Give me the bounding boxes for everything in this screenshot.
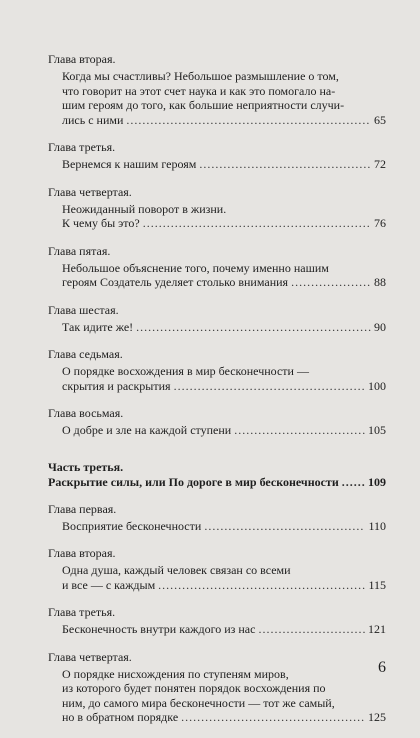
chapter-heading: Глава третья. [48, 605, 116, 619]
chapter-description [48, 622, 386, 637]
toc-entry [48, 140, 386, 172]
chapter-heading: Глава седьмая. [48, 347, 123, 361]
description-line: и все — с каждым [62, 577, 156, 592]
part-subtitle-line [48, 475, 386, 490]
chapter-heading: Глава четвертая. [48, 184, 132, 199]
toc-entry [48, 244, 386, 290]
toc-entry [48, 605, 386, 637]
description-line: Вернемся к нашим героям [62, 157, 197, 171]
chapter-description [48, 563, 386, 592]
description-line: лись с ними [62, 112, 124, 127]
dot-leader [143, 216, 371, 231]
description-line: из которого будет понятен порядок восхождения по [62, 681, 326, 695]
description-last-line [62, 622, 386, 637]
chapter-heading: Глава вторая. [48, 52, 116, 66]
description-line: скрытия и раскрытия [62, 378, 171, 393]
page-reference: 125 [368, 710, 386, 724]
description-line: Когда мы счастливы? Небольшое размышление о том, [62, 69, 339, 83]
dot-leader [199, 157, 371, 172]
dot-leader [234, 423, 365, 438]
dot-leader [174, 379, 365, 394]
description-line: О добре и зле на каждой ступени [62, 423, 232, 437]
chapter-description [48, 261, 386, 290]
page-reference: 72 [374, 157, 386, 171]
toc-entry [48, 52, 386, 127]
page-reference: 110 [368, 518, 386, 533]
toc-entry [48, 406, 386, 438]
description-last-line [62, 113, 386, 128]
description-last-line [62, 320, 386, 335]
chapter-heading: Глава вторая. [48, 546, 116, 560]
chapter-description [48, 320, 386, 335]
chapter-heading: Глава первая. [48, 501, 117, 516]
page-reference: 90 [374, 319, 386, 334]
description-line: О порядке нисхождения по ступеням миров, [62, 666, 289, 681]
dot-leader [158, 578, 365, 593]
part-subtitle: Раскрытие силы, или По дороге в мир бесконечности [48, 474, 339, 489]
chapter-description [48, 667, 386, 725]
description-line: К чему бы это? [62, 216, 140, 230]
page-reference: 88 [374, 275, 386, 289]
chapter-description [48, 69, 386, 127]
chapter-heading: Глава четвертая. [48, 649, 132, 664]
description-line: Так идите же! [62, 319, 134, 334]
page-reference: 105 [368, 423, 386, 437]
dot-leader [291, 275, 371, 290]
toc-entry [48, 502, 386, 534]
toc-entry [48, 546, 386, 592]
part-heading [48, 460, 386, 490]
description-last-line [62, 275, 386, 290]
description-last-line [62, 379, 386, 394]
description-line: героям Создатель уделяет столько внимания [62, 275, 289, 289]
dot-leader [181, 710, 365, 725]
description-line: О порядке восхождения в мир бесконечности — [62, 364, 309, 378]
description-line: Бесконечность внутри каждого из нас [62, 622, 256, 636]
toc-entry [48, 650, 386, 725]
description-last-line [62, 519, 386, 534]
chapter-heading: Глава шестая. [48, 302, 119, 317]
description-line: что говорит на этот счет наука и как это помогало на- [62, 83, 336, 98]
page-reference: 76 [374, 216, 386, 230]
description-line: шим героям до того, как большие неприятности случи- [62, 98, 345, 112]
description-last-line [62, 423, 386, 438]
chapter-heading: Глава восьмая. [48, 406, 124, 420]
description-line: Одна душа, каждый человек связан со всеми [62, 563, 291, 577]
toc-entry [48, 303, 386, 335]
chapter-description [48, 519, 386, 534]
chapter-description [48, 423, 386, 438]
dot-leader [342, 475, 365, 490]
toc-entry [48, 185, 386, 231]
chapter-description [48, 157, 386, 172]
description-line: Неожиданный поворот в жизни. [62, 201, 227, 216]
description-line: Восприятие бесконечности [62, 518, 202, 533]
page-reference: 65 [374, 112, 386, 127]
chapter-heading: Глава пятая. [48, 243, 111, 258]
page-reference: 115 [368, 577, 386, 592]
chapter-heading: Глава третья. [48, 140, 116, 154]
page-reference: 109 [368, 474, 386, 489]
toc-entry [48, 347, 386, 393]
description-last-line [62, 216, 386, 231]
chapter-description [48, 364, 386, 393]
part-title: Часть третья. [48, 459, 124, 474]
dot-leader [204, 519, 365, 534]
table-of-contents [48, 52, 386, 738]
page-number: 6 [378, 659, 386, 676]
description-last-line [62, 578, 386, 593]
description-line: Небольшое объяснение того, почему именно нашим [62, 260, 329, 275]
dot-leader [136, 320, 371, 335]
description-last-line [62, 710, 386, 725]
description-last-line [62, 157, 386, 172]
chapter-description [48, 202, 386, 231]
dot-leader [258, 622, 365, 637]
page-reference: 121 [368, 622, 386, 636]
description-line: ним, до самого мира бесконечности — тот же самый, [62, 695, 335, 710]
dot-leader [126, 113, 371, 128]
description-line: но в обратном порядке [62, 710, 179, 724]
page-reference: 100 [368, 378, 386, 393]
